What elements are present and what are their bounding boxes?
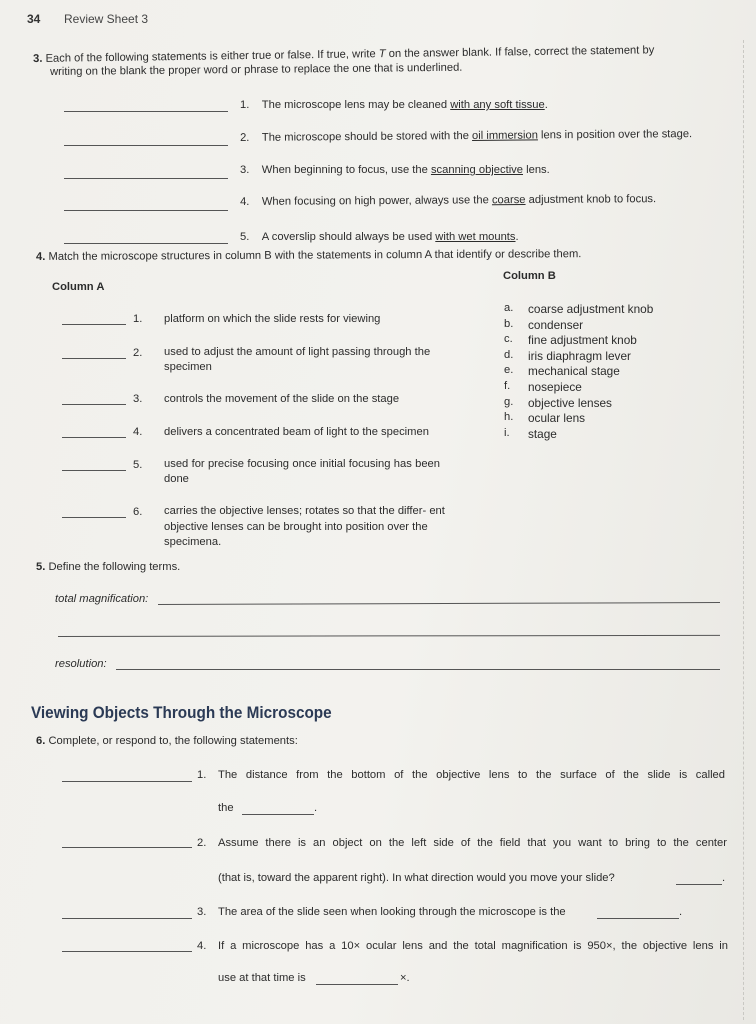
q6-item-4-end: ×. — [400, 972, 410, 984]
column-b-letter-f: f. — [504, 379, 511, 392]
q3-item-2-post: lens in position over the stage. — [537, 128, 693, 142]
q4-a-text-2: used to adjust the amount of light passing through the specimen — [164, 346, 431, 373]
column-b-text-e: mechanical stage — [528, 364, 620, 379]
q4-answer-blank-5[interactable] — [62, 470, 126, 471]
q4-answer-blank-3[interactable] — [62, 404, 126, 405]
column-b-letter-e: e. — [504, 364, 514, 377]
q4-a-text-1: platform on which the slide rests for viewing — [164, 313, 381, 325]
q3-item-2 — [240, 128, 692, 144]
q6-answer-blank-2[interactable] — [62, 847, 192, 848]
q3-item-4-post: adjustment knob to focus. — [525, 193, 657, 207]
q4-a-text-5: used for precise focusing once initial focusing has been done — [164, 458, 440, 485]
q3-item-1-pre: The microscope lens may be cleaned — [261, 99, 451, 111]
q4-answer-blank-4[interactable] — [62, 437, 126, 438]
column-b-letter-g: g. — [504, 395, 514, 408]
q4-a-text-3: controls the movement of the slide on the stage — [164, 393, 400, 405]
section-heading: Viewing Objects Through the Microscope — [31, 703, 332, 722]
page-header-title: Review Sheet 3 — [64, 12, 149, 26]
q3-instr-a: Each of the following statements is either true or false. If true, write — [45, 48, 376, 65]
q6-item-4-line2: use at that time is — [218, 972, 306, 984]
q4-a-num-5: 5. — [133, 459, 143, 471]
q6-instructions-text: Complete, or respond to, the following statements: — [48, 735, 298, 747]
q3-item-5-num: 5. — [240, 231, 250, 243]
q3-instr-b: on the answer blank. If false, correct the statement by — [388, 44, 655, 61]
q6-inline-blank-3[interactable] — [597, 918, 679, 919]
q6-item-3-num: 3. — [197, 906, 207, 918]
q6-item-2-end: . — [722, 872, 726, 884]
column-a-title: Column A — [52, 281, 105, 293]
q3-answer-blank-4[interactable] — [64, 210, 228, 211]
q3-item-4-underlined: coarse — [491, 194, 526, 207]
q3-item-3-num: 3. — [240, 164, 250, 176]
q3-item-1-underlined: with any soft tissue — [450, 99, 545, 111]
column-b-text-f: nosepiece — [528, 379, 582, 394]
q3-item-4-pre: When focusing on high power, always use the — [261, 194, 492, 208]
q6-item-1-line2: the — [218, 802, 234, 814]
q4-a-num-1: 1. — [133, 313, 143, 325]
q6-number: 6. — [36, 735, 46, 747]
column-b-text-a: coarse adjustment knob — [528, 302, 654, 316]
q4-a-text-6: carries the objective lenses; rotates so that the differ- ent objective lenses can be brought into position over the specimena. — [164, 505, 445, 548]
q5-answer-line-2[interactable] — [58, 635, 720, 637]
q6-item-2-line2: (that is, toward the apparent right). In what direction would you move your slide? — [218, 872, 615, 884]
q6-item-3-end: . — [679, 906, 683, 918]
q4-answer-blank-6[interactable] — [62, 517, 126, 518]
column-b-text-b: condenser — [528, 317, 584, 332]
q6-item-3-text: The area of the slide seen when looking through the microscope is the — [218, 906, 566, 918]
q3-item-2-num: 2. — [240, 131, 250, 144]
q6-item-1-text: The distance from the bottom of the objective lens to the surface of the slide is called — [218, 769, 725, 781]
q3-item-3-pre: When beginning to focus, use the — [261, 164, 431, 176]
q5-instructions-text: Define the following terms. — [48, 561, 181, 573]
q3-instr-t: T — [378, 48, 386, 61]
q4-instructions — [36, 248, 581, 263]
q4-a-num-2: 2. — [133, 347, 143, 359]
q4-a-num-3: 3. — [133, 393, 143, 405]
q4-answer-blank-1[interactable] — [62, 324, 126, 325]
q3-item-5-pre: A coverslip should always be used — [261, 231, 436, 243]
q5-term-resolution: resolution: — [55, 658, 107, 670]
q4-a-num-6: 6. — [133, 506, 143, 518]
q6-answer-blank-3[interactable] — [62, 918, 192, 919]
column-b-letter-i: i. — [504, 426, 510, 439]
q6-answer-blank-4[interactable] — [62, 951, 192, 952]
q3-answer-blank-2[interactable] — [64, 145, 228, 146]
q6-item-2-text: Assume there is an object on the left side of the field that you want to bring to the center — [218, 837, 727, 849]
q6-item-1-num: 1. — [197, 769, 207, 781]
q4-a-text-4: delivers a concentrated beam of light to the specimen — [164, 426, 429, 438]
q3-item-2-underlined: oil immersion — [471, 129, 538, 142]
column-b-letter-d: d. — [504, 348, 514, 361]
q4-number: 4. — [36, 250, 46, 263]
column-b-text-c: fine adjustment knob — [528, 333, 637, 348]
column-b-text-h: ocular lens — [528, 411, 586, 426]
q6-item-4-text: If a microscope has a 10× ocular lens and the total magnification is 950×, the objective lens in — [218, 940, 728, 952]
q5-answer-line-3[interactable] — [116, 669, 720, 670]
column-b-letter-h: h. — [504, 411, 514, 424]
page-number: 34 — [27, 12, 41, 26]
q3-item-5 — [240, 231, 519, 243]
q6-inline-blank-1[interactable] — [242, 814, 314, 815]
q3-item-2-pre: The microscope should be stored with the — [261, 129, 473, 144]
q4-answer-blank-2[interactable] — [62, 358, 126, 359]
q4-instructions-text: Match the microscope structures in column B with the statements in column A that identify or describe them. — [48, 248, 582, 263]
q3-item-4 — [240, 193, 656, 208]
q3-instructions-line1 — [33, 44, 654, 65]
q5-instructions — [36, 561, 180, 573]
q6-inline-blank-4[interactable] — [316, 984, 398, 985]
q5-term-total-magnification: total magnification: — [55, 593, 149, 605]
q3-item-3 — [240, 164, 550, 176]
q3-answer-blank-3[interactable] — [64, 178, 228, 179]
q3-item-3-underlined: scanning objective — [430, 164, 523, 176]
q3-item-4-num: 4. — [240, 195, 250, 208]
column-b-text-g: objective lenses — [528, 395, 612, 410]
column-b-text-i: stage — [528, 426, 557, 441]
q4-a-num-4: 4. — [133, 426, 143, 438]
page-edge-dashes — [741, 40, 744, 1020]
column-b-text-d: iris diaphragm lever — [528, 348, 631, 363]
q3-answer-blank-1[interactable] — [64, 111, 228, 112]
q6-item-2-num: 2. — [197, 837, 207, 849]
q6-answer-blank-1[interactable] — [62, 781, 192, 782]
column-b-title: Column B — [503, 270, 556, 282]
q6-item-1-end: . — [314, 802, 318, 814]
q3-item-5-post: . — [515, 231, 519, 243]
q3-item-1-num: 1. — [240, 99, 250, 111]
q3-item-1 — [240, 99, 548, 111]
q6-instructions — [36, 735, 298, 747]
q3-item-1-post: . — [544, 99, 548, 111]
q3-instructions-line2: writing on the blank the proper word or phrase to replace the one that is underlined. — [50, 61, 463, 78]
q5-number: 5. — [36, 561, 46, 573]
q5-answer-line-1[interactable] — [158, 602, 720, 605]
q3-item-3-post: lens. — [523, 164, 550, 176]
q3-answer-blank-5[interactable] — [64, 243, 228, 244]
column-b-letter-c: c. — [504, 333, 513, 346]
q3-item-5-underlined: with wet mounts — [435, 231, 516, 243]
column-b-letter-b: b. — [504, 317, 514, 330]
column-b-letter-a: a. — [504, 302, 514, 314]
q3-number: 3. — [33, 52, 43, 65]
q6-item-4-num: 4. — [197, 940, 207, 952]
q6-inline-blank-2[interactable] — [676, 884, 722, 885]
